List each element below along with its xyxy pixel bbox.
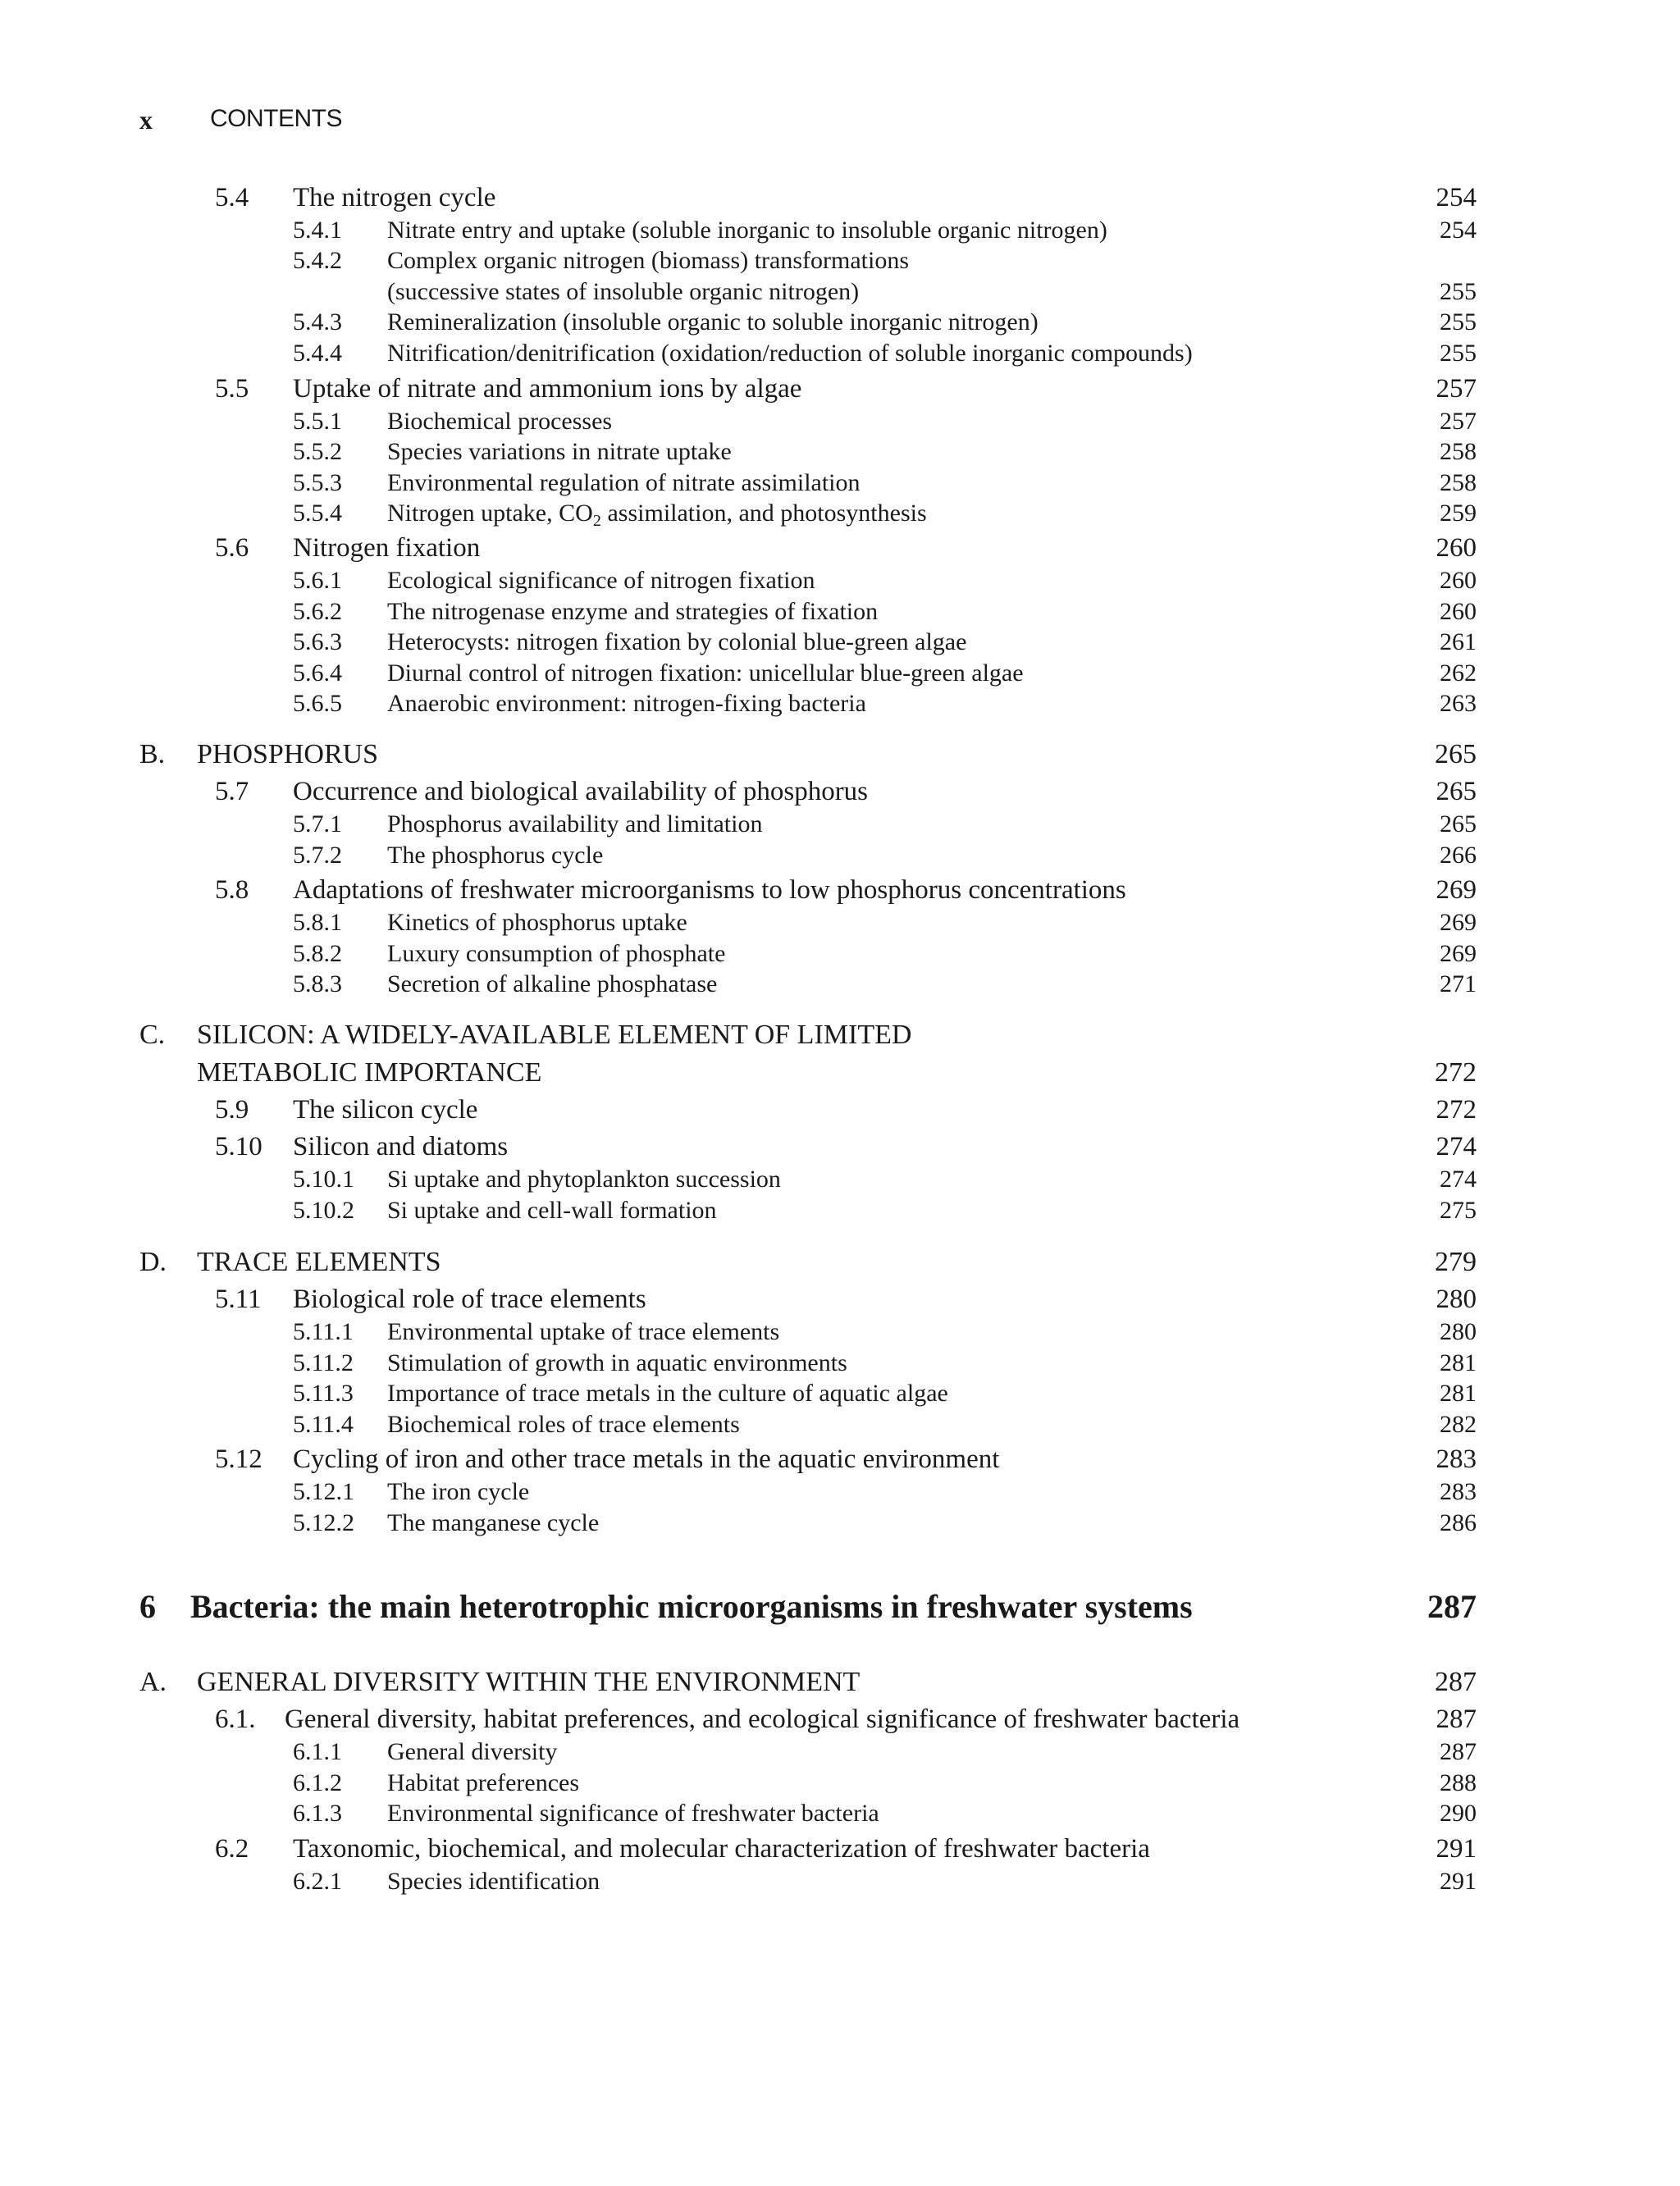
entry-page: 274 <box>1436 1132 1477 1161</box>
entry-page: 262 <box>1440 659 1477 687</box>
entry-page: 269 <box>1440 940 1477 967</box>
entry-number: 5.4.1 <box>293 217 342 244</box>
toc-entry-5-6 <box>0 533 1680 568</box>
entry-page: 283 <box>1440 1478 1477 1505</box>
entry-title: Occurrence and biological availability of phosphorus <box>293 777 869 806</box>
entry-page: 282 <box>1440 1411 1477 1438</box>
entry-number: 5.12.2 <box>293 1509 354 1536</box>
toc-entry-6-1-3 <box>0 1800 1680 1831</box>
entry-title: Taxonomic, biochemical, and molecular characterization of freshwater bacteria <box>293 1834 1150 1864</box>
toc-entry-5-11-3 <box>0 1380 1680 1411</box>
entry-title-continued: (successive states of insoluble organic nitrogen) <box>387 278 860 305</box>
entry-title: Silicon and diatoms <box>293 1132 509 1161</box>
entry-page: 291 <box>1440 1868 1477 1895</box>
toc-entry-5-6-4 <box>0 659 1680 691</box>
entry-title: Environmental regulation of nitrate assimilation <box>387 469 861 496</box>
toc-entry-5-11 <box>0 1285 1680 1319</box>
entry-page: 254 <box>1440 217 1477 244</box>
entry-number: 5.9 <box>215 1095 249 1125</box>
entry-number: 5.8 <box>215 875 249 905</box>
toc-entry-6-1 <box>0 1705 1680 1739</box>
entry-title: Kinetics of phosphorus uptake <box>387 909 687 936</box>
entry-page: 265 <box>1436 777 1477 806</box>
entry-number: 5.11.1 <box>293 1318 354 1345</box>
entry-title: Species identification <box>387 1868 600 1895</box>
entry-number: 5.8.1 <box>293 909 342 936</box>
chapter-title: Bacteria: the main heterotrophic microorganisms in freshwater systems <box>190 1588 1193 1625</box>
toc-entry-5-11-4 <box>0 1411 1680 1442</box>
entry-title: The nitrogen cycle <box>293 183 496 212</box>
toc-entry-5-8 <box>0 875 1680 910</box>
part-title: SILICON: A WIDELY-AVAILABLE ELEMENT OF LIMITED <box>197 1020 912 1050</box>
toc-entry-5-9 <box>0 1095 1680 1130</box>
entry-page: 255 <box>1440 278 1477 305</box>
entry-page: 255 <box>1440 308 1477 335</box>
entry-page: 257 <box>1436 374 1477 404</box>
toc-entry-5-6-5 <box>0 690 1680 721</box>
entry-title: Importance of trace metals in the culture of aquatic algae <box>387 1380 948 1407</box>
entry-page: 287 <box>1436 1705 1477 1734</box>
entry-number: 5.8.2 <box>293 940 342 967</box>
entry-page: 258 <box>1440 438 1477 465</box>
entry-title: Remineralization (insoluble organic to soluble inorganic nitrogen) <box>387 308 1039 335</box>
toc-entry-5-4-1 <box>0 217 1680 248</box>
entry-title: The nitrogenase enzyme and strategies of fixation <box>387 598 879 625</box>
entry-page: 260 <box>1440 598 1477 625</box>
toc-entry-5-10-2 <box>0 1197 1680 1228</box>
entry-title: Secretion of alkaline phosphatase <box>387 970 718 997</box>
entry-title: Complex organic nitrogen (biomass) transformations <box>387 247 909 274</box>
entry-number: 5.5.1 <box>293 408 342 435</box>
entry-page: 254 <box>1436 183 1477 212</box>
entry-title: Environmental significance of freshwater bacteria <box>387 1800 879 1827</box>
entry-number: 5.7 <box>215 777 249 806</box>
toc-entry-5-5-4 <box>0 500 1680 531</box>
entry-title: Biochemical processes <box>387 408 613 435</box>
entry-number: 5.6.3 <box>293 628 342 655</box>
entry-page: 265 <box>1440 810 1477 837</box>
entry-title: Environmental uptake of trace elements <box>387 1318 780 1345</box>
entry-number: 5.10.2 <box>293 1197 354 1224</box>
toc-entry-5-4-2 <box>0 247 1680 278</box>
toc-part-b <box>0 739 1680 775</box>
entry-title: Ecological significance of nitrogen fixation <box>387 567 815 594</box>
entry-title: Biochemical roles of trace elements <box>387 1411 740 1438</box>
part-title-continued: METABOLIC IMPORTANCE <box>197 1057 542 1088</box>
toc-entry-5-12-2 <box>0 1509 1680 1540</box>
entry-title: Si uptake and phytoplankton succession <box>387 1166 781 1193</box>
entry-title: Heterocysts: nitrogen fixation by colonial blue-green algae <box>387 628 967 655</box>
entry-page: 269 <box>1436 875 1477 905</box>
entry-number: 6.1.2 <box>293 1769 342 1796</box>
toc-entry-5-8-3 <box>0 970 1680 1002</box>
entry-number: 6.2 <box>215 1834 249 1864</box>
toc-entry-5-5-1 <box>0 408 1680 439</box>
entry-title-part: assimilation, and photosynthesis <box>600 500 927 527</box>
entry-number: 5.7.2 <box>293 842 342 869</box>
toc-entry-5-8-2 <box>0 940 1680 971</box>
entry-title: The phosphorus cycle <box>387 842 604 869</box>
entry-number: 5.8.3 <box>293 970 342 997</box>
toc-entry-5-12 <box>0 1444 1680 1479</box>
toc-entry-5-5 <box>0 374 1680 408</box>
toc-entry-5-4-2-continued <box>0 278 1680 309</box>
entry-title: Adaptations of freshwater microorganisms to low phosphorus concentrations <box>293 875 1126 905</box>
toc-entry-6-2-1 <box>0 1868 1680 1899</box>
toc-entry-5-7-1 <box>0 810 1680 842</box>
entry-number: 5.4.3 <box>293 308 342 335</box>
toc-entry-5-10 <box>0 1132 1680 1166</box>
toc-entry-6-1-2 <box>0 1769 1680 1800</box>
entry-number: 5.11 <box>215 1285 262 1314</box>
entry-title: Si uptake and cell-wall formation <box>387 1197 717 1224</box>
part-letter: B. <box>139 739 166 769</box>
entry-title: Diurnal control of nitrogen fixation: unicellular blue-green algae <box>387 659 1024 687</box>
entry-page: 260 <box>1440 567 1477 594</box>
entry-number: 6.1.3 <box>293 1800 342 1827</box>
entry-title: Nitrate entry and uptake (soluble inorganic to insoluble organic nitrogen) <box>387 217 1107 244</box>
entry-number: 5.12.1 <box>293 1478 354 1505</box>
toc-part-c <box>0 1020 1680 1056</box>
entry-page: 287 <box>1440 1738 1477 1765</box>
entry-number: 5.4.4 <box>293 340 342 367</box>
entry-title-part: Nitrogen uptake, CO <box>387 500 593 527</box>
entry-title <box>387 500 927 531</box>
entry-number: 5.10 <box>215 1132 262 1161</box>
toc-entry-5-6-2 <box>0 598 1680 629</box>
entry-number: 5.5 <box>215 374 249 404</box>
entry-number: 5.7.1 <box>293 810 342 837</box>
toc-entry-5-10-1 <box>0 1166 1680 1197</box>
toc-entry-6-1-1 <box>0 1738 1680 1769</box>
entry-number: 5.11.2 <box>293 1349 354 1376</box>
entry-number: 6.1. <box>215 1705 256 1734</box>
entry-page: 275 <box>1440 1197 1477 1224</box>
entry-title: Luxury consumption of phosphate <box>387 940 726 967</box>
toc-entry-5-8-1 <box>0 909 1680 940</box>
entry-page: 261 <box>1440 628 1477 655</box>
toc-chapter-6 <box>0 1587 1680 1628</box>
entry-number: 5.4 <box>215 183 249 212</box>
toc-entry-5-7-2 <box>0 842 1680 873</box>
entry-title: Habitat preferences <box>387 1769 580 1796</box>
entry-title: General diversity, habitat preferences, and ecological significance of freshwater bacteria <box>285 1705 1240 1734</box>
entry-number: 5.6.1 <box>293 567 342 594</box>
entry-page: 280 <box>1436 1285 1477 1314</box>
part-title: TRACE ELEMENTS <box>197 1247 441 1277</box>
entry-page: 258 <box>1440 469 1477 496</box>
entry-page: 274 <box>1440 1166 1477 1193</box>
toc-entry-5-11-1 <box>0 1318 1680 1349</box>
toc-entry-5-4 <box>0 183 1680 217</box>
entry-title: Nitrification/denitrification (oxidation/reduction of soluble inorganic compounds) <box>387 340 1193 367</box>
entry-page: 272 <box>1436 1095 1477 1125</box>
entry-page: 281 <box>1440 1380 1477 1407</box>
entry-page: 265 <box>1435 739 1477 769</box>
entry-title: Nitrogen fixation <box>293 533 481 563</box>
entry-page: 287 <box>1427 1588 1477 1625</box>
entry-page: 259 <box>1440 500 1477 527</box>
toc-entry-5-4-4 <box>0 340 1680 371</box>
entry-page: 287 <box>1435 1667 1477 1697</box>
entry-page: 255 <box>1440 340 1477 367</box>
toc-entry-5-6-1 <box>0 567 1680 598</box>
entry-title: Cycling of iron and other trace metals in the aquatic environment <box>293 1444 1000 1474</box>
subscript-two: 2 <box>592 512 601 531</box>
toc-entry-5-6-3 <box>0 628 1680 659</box>
entry-title: Species variations in nitrate uptake <box>387 438 732 465</box>
entry-number: 5.6 <box>215 533 249 563</box>
entry-title: Phosphorus availability and limitation <box>387 810 763 837</box>
entry-page: 260 <box>1436 533 1477 563</box>
entry-number: 5.10.1 <box>293 1166 354 1193</box>
toc-entry-5-4-3 <box>0 308 1680 340</box>
toc-entry-5-12-1 <box>0 1478 1680 1509</box>
part-letter: C. <box>139 1020 166 1050</box>
entry-page: 266 <box>1440 842 1477 869</box>
entry-page: 269 <box>1440 909 1477 936</box>
toc-entry-5-7 <box>0 777 1680 811</box>
part-title: GENERAL DIVERSITY WITHIN THE ENVIRONMENT <box>197 1667 861 1697</box>
entry-title: The manganese cycle <box>387 1509 600 1536</box>
entry-title: The iron cycle <box>387 1478 530 1505</box>
entry-page: 290 <box>1440 1800 1477 1827</box>
entry-title: The silicon cycle <box>293 1095 478 1125</box>
toc-entry-5-11-2 <box>0 1349 1680 1381</box>
entry-number: 5.11.3 <box>293 1380 354 1407</box>
entry-page: 281 <box>1440 1349 1477 1376</box>
entry-title: Biological role of trace elements <box>293 1285 646 1314</box>
entry-title: Uptake of nitrate and ammonium ions by algae <box>293 374 802 404</box>
entry-number: 5.12 <box>215 1444 262 1474</box>
entry-page: 291 <box>1436 1834 1477 1864</box>
entry-page: 272 <box>1435 1057 1477 1088</box>
entry-number: 5.4.2 <box>293 247 342 274</box>
entry-number: 5.11.4 <box>293 1411 354 1438</box>
toc-entry-6-2 <box>0 1834 1680 1869</box>
entry-number: 5.6.2 <box>293 598 342 625</box>
entry-page: 288 <box>1440 1769 1477 1796</box>
toc-part-d <box>0 1247 1680 1283</box>
part-letter: A. <box>139 1667 167 1697</box>
toc-part-a <box>0 1667 1680 1703</box>
part-title: PHOSPHORUS <box>197 739 379 769</box>
part-letter: D. <box>139 1247 167 1277</box>
toc-entry-5-5-3 <box>0 469 1680 500</box>
entry-number: 5.6.4 <box>293 659 342 687</box>
entry-number: 5.5.3 <box>293 469 342 496</box>
entry-number: 6.1.1 <box>293 1738 342 1765</box>
entry-number: 6.2.1 <box>293 1868 342 1895</box>
running-title: CONTENTS <box>210 105 342 132</box>
entry-page: 286 <box>1440 1509 1477 1536</box>
toc-entry-5-5-2 <box>0 438 1680 469</box>
entry-page: 279 <box>1435 1247 1477 1277</box>
entry-page: 280 <box>1440 1318 1477 1345</box>
entry-number: 5.6.5 <box>293 690 342 717</box>
entry-title: General diversity <box>387 1738 558 1765</box>
entry-page: 257 <box>1440 408 1477 435</box>
entry-number: 5.5.2 <box>293 438 342 465</box>
chapter-number: 6 <box>139 1588 156 1625</box>
page-number: x <box>139 105 153 135</box>
entry-title: Stimulation of growth in aquatic environments <box>387 1349 847 1376</box>
entry-page: 271 <box>1440 970 1477 997</box>
entry-page: 283 <box>1436 1444 1477 1474</box>
entry-page: 263 <box>1440 690 1477 717</box>
toc-part-c-continued <box>0 1057 1680 1093</box>
entry-title: Anaerobic environment: nitrogen-fixing bacteria <box>387 690 866 717</box>
entry-number: 5.5.4 <box>293 500 342 527</box>
